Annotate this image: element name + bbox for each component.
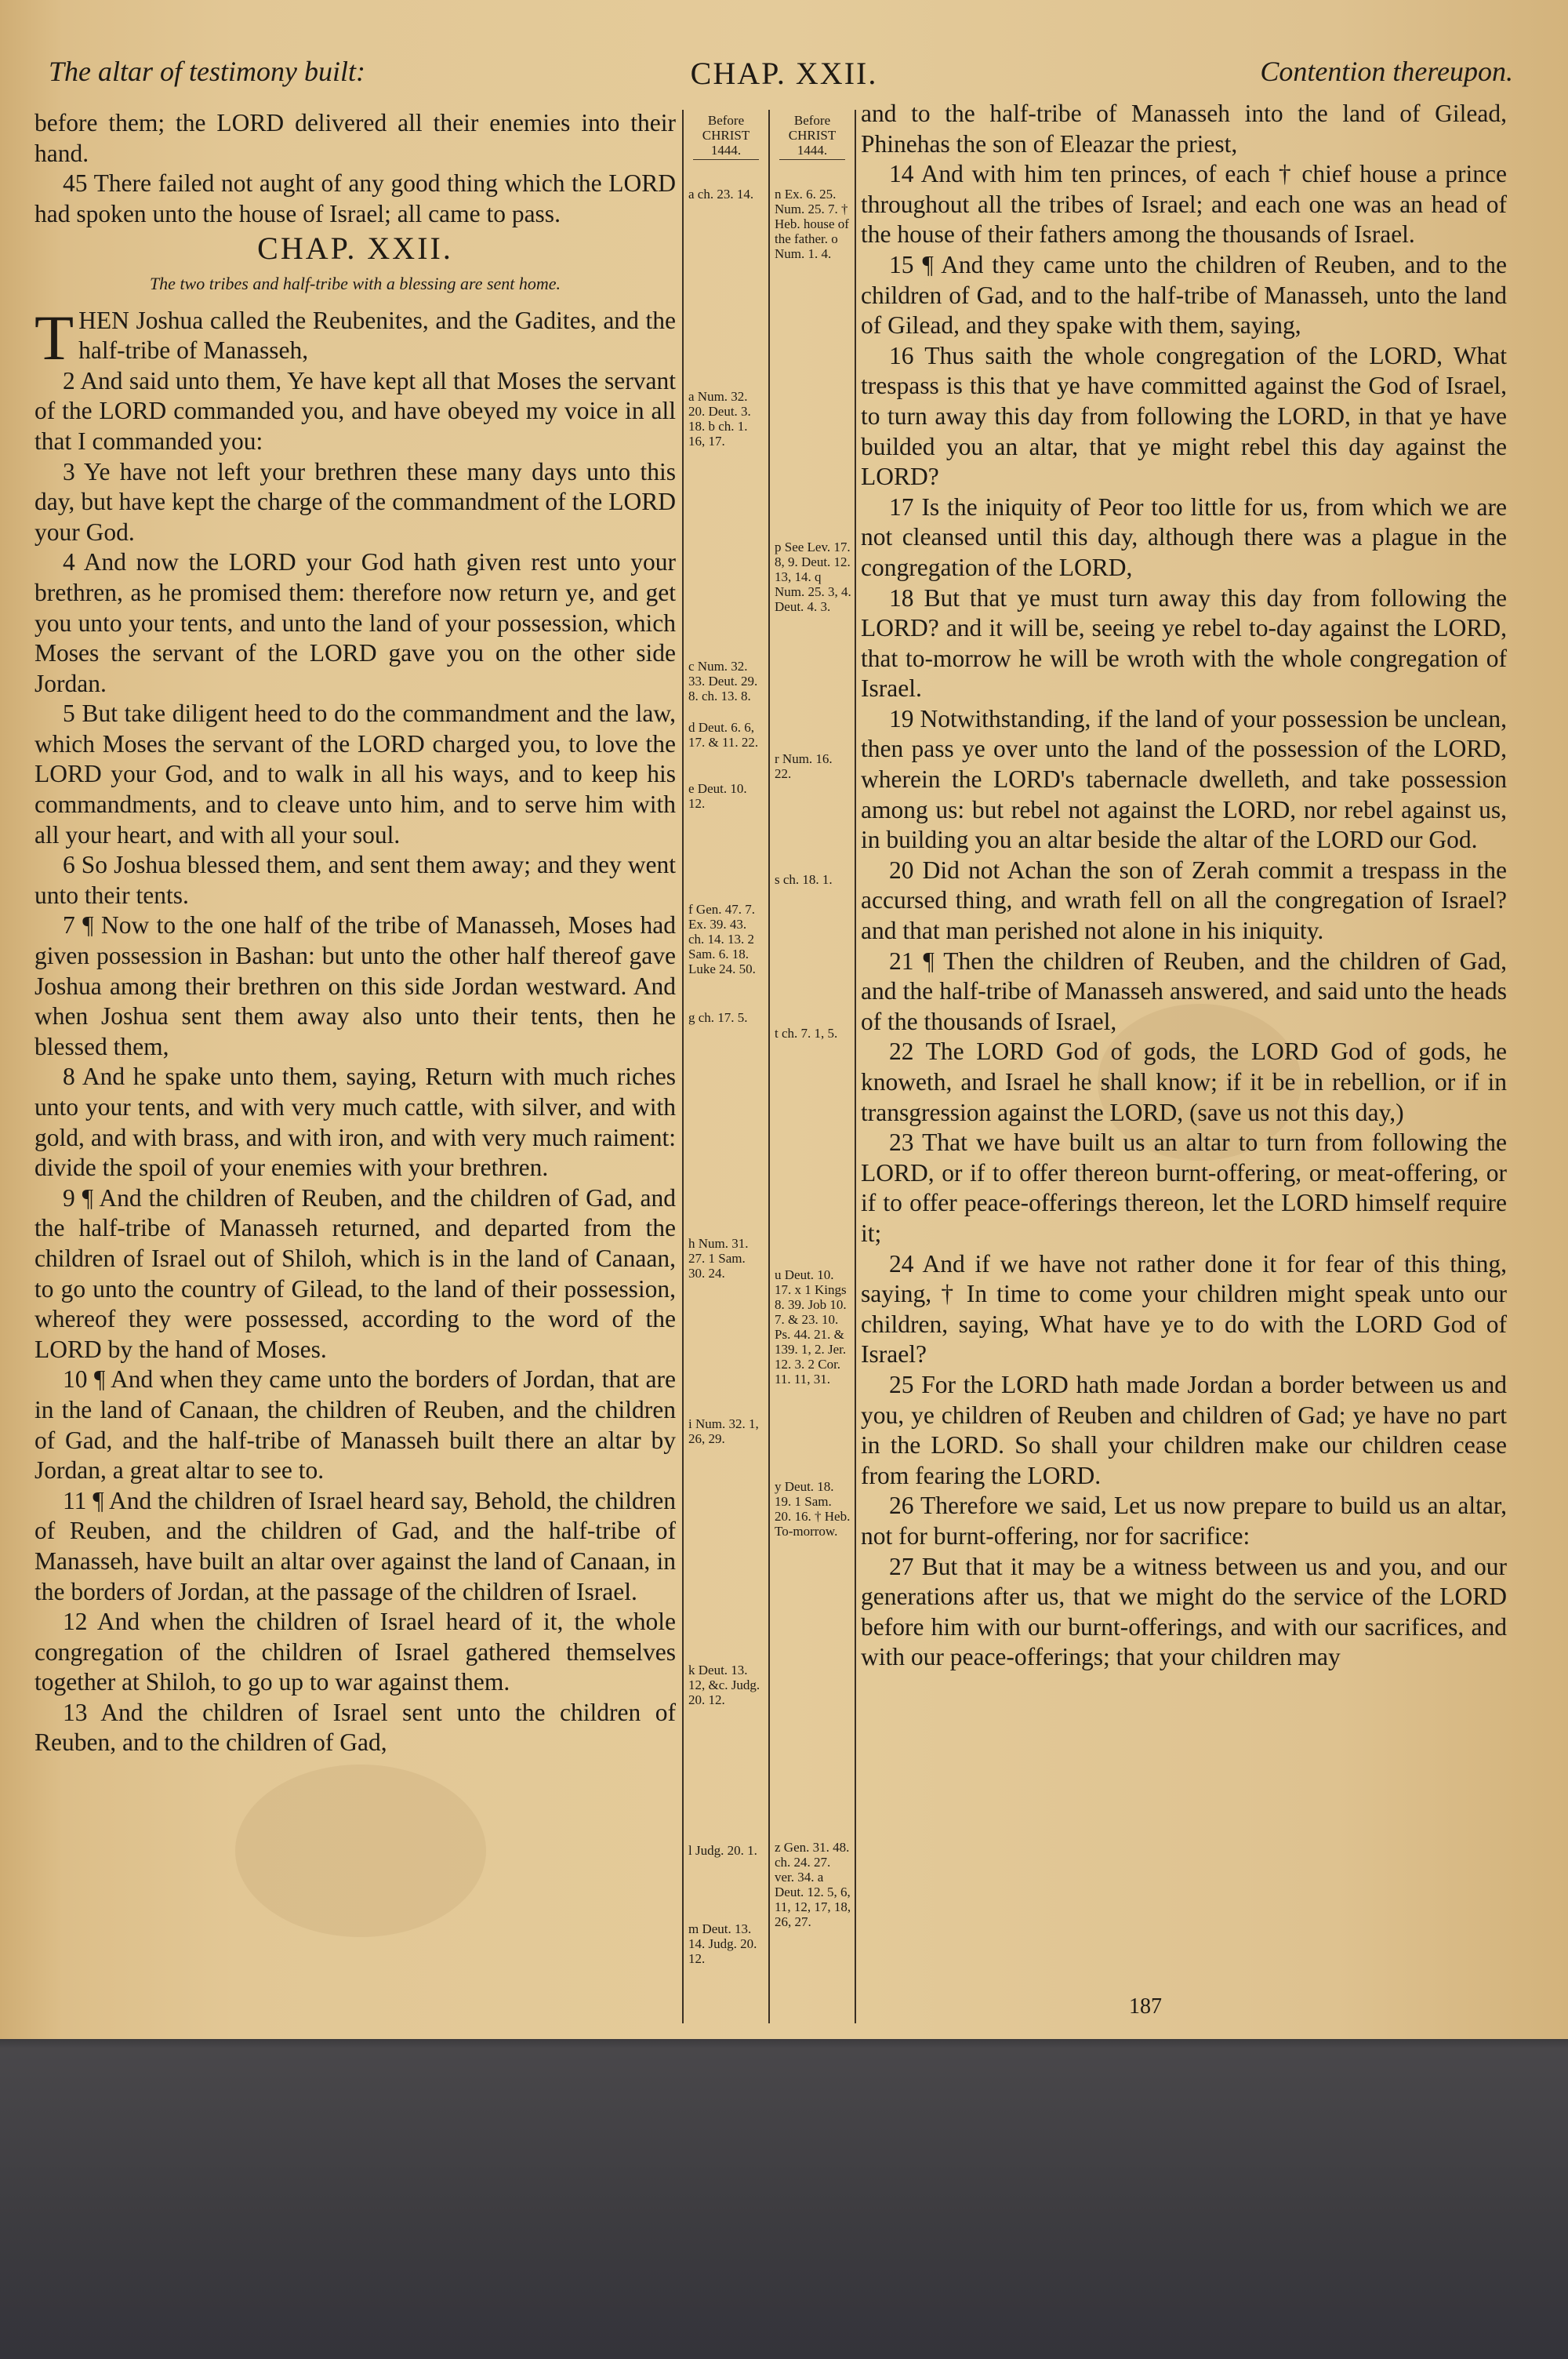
running-head-left: The altar of testimony built: [49, 56, 365, 87]
cross-reference: u Deut. 10. 17. x 1 Kings 8. 39. Job 10. 7. & 23. 10. Ps. 44. 21. & 139. 1, 2. Jer. 12. 3. 2 Cor. 11. 11, 31. [775, 1267, 847, 1387]
paper-stain [235, 1765, 486, 1937]
verse-text: HEN Joshua called the Reubenites, and the Gadites, and the half-tribe of Manasseh, [78, 306, 676, 365]
running-head-center: CHAP. XXII. [690, 56, 878, 91]
cross-reference: l Judg. 20. 1. [688, 1843, 757, 1858]
running-head-right: Contention thereupon. [1260, 56, 1513, 87]
right-text-column [861, 99, 1507, 1673]
verse-text: 26 Therefore we said, Let us now prepare to build us an altar, not for burnt-offering, nor for sacrifice: [861, 1492, 1507, 1550]
cross-reference: s ch. 18. 1. [775, 872, 833, 887]
chapter-heading: CHAP. XXII. [257, 231, 453, 267]
margin-heading-inner: Before CHRIST 1444. [685, 113, 767, 160]
verse-text: 21 ¶ Then the children of Reuben, and the children of Gad, and the half-tribe of Manasseh answered, and said unto the heads of the thousands of Israel, [861, 947, 1507, 1035]
cross-reference: a Num. 32. 20. Deut. 3. 18. b ch. 1. 16, 17. [688, 389, 751, 449]
cross-reference: g ch. 17. 5. [688, 1010, 748, 1025]
column-rule [855, 110, 856, 2023]
verse-text: 7 ¶ Now to the one half of the tribe of Manasseh, Moses had given possession in Bashan: but unto the other half thereof gave Joshua among their brethren on this side Jordan westward. And when Joshua sent them away also unto their tents, then he blessed them, [34, 911, 676, 1060]
verse-text: 13 And the children of Israel sent unto the children of Reuben, and to the children of Gad, [34, 1698, 676, 1757]
verse-text: 5 But take diligent heed to do the commandment and the law, which Moses the servant of the LORD charged you, to love the LORD your God, and to walk in all his ways, and to keep his commandments, and to cleave unto him, and to serve him with all your heart, and with all your soul. [34, 700, 676, 849]
verse-text: 24 And if we have not rather done it for fear of this thing, saying, † In time to come your children might speak unto our children, saying, What have ye to do with the LORD God of Israel? [861, 1249, 1507, 1369]
verse-text: 12 And when the children of Israel heard of it, the whole congregation of the children of Israel gathered themselves together at Shiloh, to go up to war against them. [34, 1608, 676, 1696]
cross-reference: r Num. 16. 22. [775, 751, 833, 781]
verse-text: 2 And said unto them, Ye have kept all that Moses the servant of the LORD commanded you, and have obeyed my voice in all that I commanded you: [34, 366, 676, 455]
cross-reference: h Num. 31. 27. 1 Sam. 30. 24. [688, 1236, 749, 1281]
cross-reference: y Deut. 18. 19. 1 Sam. 20. 16. † Heb. To-morrow. [775, 1479, 851, 1539]
verse-text: 19 Notwithstanding, if the land of your possession be unclean, then pass ye over unto the land of the possession of the LORD, wherein the LORD's tabernacle dwelleth, and take possession among us: but rebel not against the LORD, nor rebel against us, in building you an altar beside the altar of the LORD our God. [861, 704, 1507, 854]
verse-text: 6 So Joshua blessed them, and sent them away; and they went unto their tents. [34, 851, 676, 909]
verse-text [34, 301, 676, 373]
verse-text: 17 Is the iniquity of Peor too little for us, from which we are not cleansed until this day, although there was a plague in the congregation of the LORD, [861, 493, 1507, 581]
drop-cap: T [34, 301, 74, 373]
left-text-column [34, 108, 676, 1758]
cross-reference: p See Lev. 17. 8, 9. Deut. 12. 13, 14. q Num. 25. 3, 4. Deut. 4. 3. [775, 540, 851, 614]
verse-text: 9 ¶ And the children of Reuben, and the children of Gad, and the half-tribe of Manasseh returned, and departed from the children of Israel out of Shiloh, which is in the land of Canaan, to go unto the country of Gilead, to the land of their possession, whereof they were possessed, according to the word of the LORD by the hand of Moses. [34, 1183, 676, 1363]
cross-reference: d Deut. 6. 6, 17. & 11. 22. [688, 720, 759, 750]
margin-heading-outer: Before CHRIST 1444. [771, 113, 853, 160]
cross-reference: k Deut. 13. 12, &c. Judg. 20. 12. [688, 1663, 760, 1707]
verse-text: 16 Thus saith the whole congregation of the LORD, What trespass is this that ye have committed against the God of Israel, to turn away this day from following the LORD, in that ye have builded you an altar, that ye might rebel this day against the LORD? [861, 341, 1507, 491]
verse-text: 10 ¶ And when they came unto the borders of Jordan, that are in the land of Canaan, the children of Reuben, and the children of Gad, and the half-tribe of Manasseh built there an altar by Jordan, a great altar to see to. [34, 1365, 676, 1485]
verse-text: 27 But that it may be a witness between us and you, and our generations after us, that we might do the service of the LORD before him with our burnt-offerings, and with our sacrifices, and with our peace-offerings; that your children may [861, 1552, 1507, 1671]
cross-reference: z Gen. 31. 48. ch. 24. 27. ver. 34. a Deut. 12. 5, 6, 11, 12, 17, 18, 26, 27. [775, 1840, 851, 1929]
verse-text: 25 For the LORD hath made Jordan a border between us and you, ye children of Reuben and children of Gad; ye have no part in the LORD. So shall your children make our children cease from fearing the LORD. [861, 1370, 1507, 1489]
verse-text: and to the half-tribe of Manasseh into the land of Gilead, Phinehas the son of Eleazar the priest, [861, 100, 1507, 158]
desk-background [0, 2008, 1568, 2359]
cross-reference: e Deut. 10. 12. [688, 781, 747, 811]
cross-reference: m Deut. 13. 14. Judg. 20. 12. [688, 1921, 757, 1966]
verse-text: 4 And now the LORD your God hath given rest unto your brethren, as he promised them: therefore now return ye, and get you unto your tents, and unto the land of your possession, which Moses the servant of the LORD gave you on the other side Jordan. [34, 548, 676, 697]
verse-text: 11 ¶ And the children of Israel heard say, Behold, the children of Reuben, and the children of Gad, and the half-tribe of Manasseh, have built an altar over against the land of Canaan, in the borders of Jordan, at the passage of the children of Israel. [34, 1486, 676, 1605]
cross-reference: t ch. 7. 1, 5. [775, 1026, 838, 1041]
verse-text: 15 ¶ And they came unto the children of Reuben, and to the children of Gad, and to the half-tribe of Manasseh, unto the land of Gilead, and they spake with them, saying, [861, 250, 1507, 340]
verse-text: 18 But that ye must turn away this day from following the LORD? and it will be, seeing ye rebel to-day against the LORD, that to-morrow he will be wroth with the whole congregation of Israel. [861, 583, 1507, 703]
cross-reference: i Num. 32. 1, 26, 29. [688, 1416, 759, 1446]
verse-text: 8 And he spake unto them, saying, Return with much riches unto your tents, and with very much cattle, with silver, and with gold, and with brass, and with iron, and with very much raiment: divide the spoil of your enemies with your brethren. [34, 1063, 676, 1182]
verse-text: 23 That we have built us an altar to turn from following the LORD, or if to offer thereon burnt-offering, or meat-offering, or if to offer peace-offerings thereon, let the LORD himself require it; [861, 1129, 1507, 1247]
verse-text: 45 There failed not aught of any good thing which the LORD had spoken unto the house of Israel; all came to pass. [34, 169, 676, 227]
verse-text: before them; the LORD delivered all their enemies into their hand. [34, 109, 676, 167]
verse-text: 3 Ye have not left your brethren these many days unto this day, but have kept the charge of the commandment of the LORD your God. [34, 457, 676, 546]
page-number: 187 [1129, 1994, 1162, 2019]
cross-reference: c Num. 32. 33. Deut. 29. 8. ch. 13. 8. [688, 659, 758, 703]
chapter-summary: The two tribes and half-tribe with a blessing are sent home. [149, 273, 561, 293]
cross-reference: a ch. 23. 14. [688, 187, 754, 202]
verse-text: 14 And with him ten princes, of each † chief house a prince throughout all the tribes of Israel; and each one was an head of the house of their fathers among the thousands of Israel. [861, 160, 1507, 249]
cross-reference: f Gen. 47. 7. Ex. 39. 43. ch. 14. 13. 2 Sam. 6. 18. Luke 24. 50. [688, 902, 756, 976]
cross-reference: n Ex. 6. 25. Num. 25. 7. † Heb. house of the father. o Num. 1. 4. [775, 187, 849, 261]
verse-text: 20 Did not Achan the son of Zerah commit a trespass in the accursed thing, and wrath fell on all the congregation of Israel? and that man perished not alone in his iniquity. [861, 856, 1507, 945]
verse-text: 22 The LORD God of gods, the LORD God of gods, he knoweth, and Israel he shall know; if it be in rebellion, or if in transgression against the LORD, (save us not this day,) [861, 1038, 1507, 1126]
column-rule [768, 110, 770, 2023]
